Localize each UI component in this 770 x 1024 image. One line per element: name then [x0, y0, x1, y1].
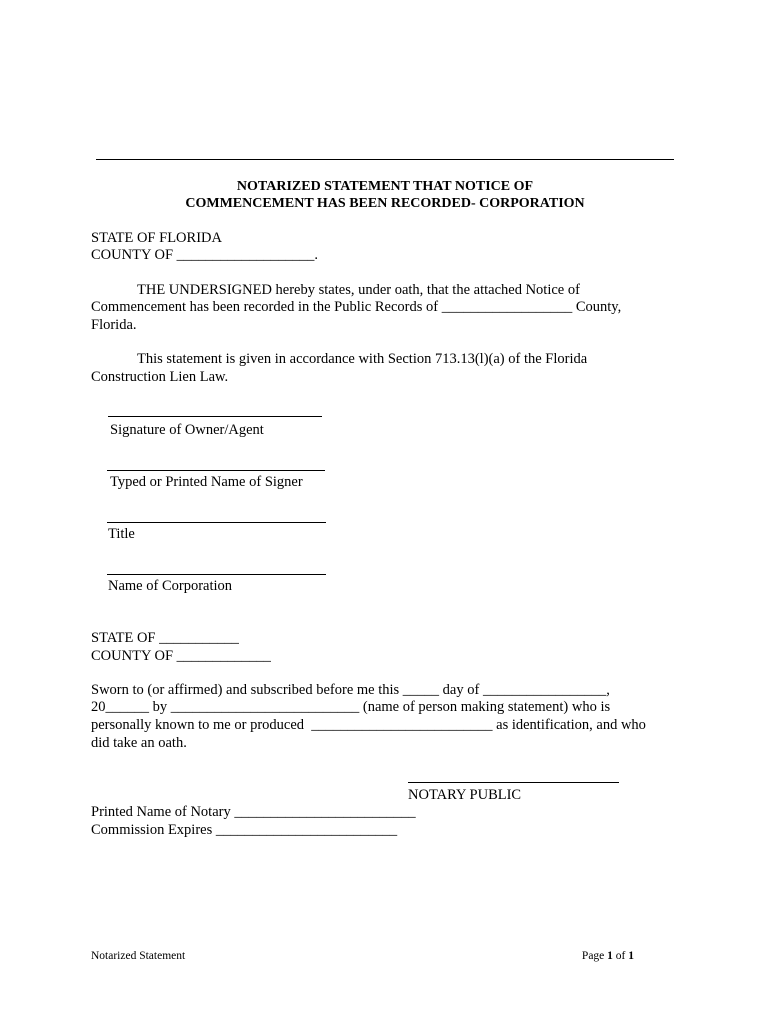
document-title-line-2: COMMENCEMENT HAS BEEN RECORDED- CORPORATION — [185, 196, 585, 211]
section-paragraph-line-2: Construction Lien Law. — [91, 369, 229, 385]
county-of-line: COUNTY OF _____________ — [91, 648, 271, 664]
sworn-line-4: did take an oath. — [91, 735, 187, 751]
printed-name-of-notary: Printed Name of Notary _________________________ — [91, 804, 416, 820]
statement-paragraph-line-2: Commencement has been recorded in the Public Records of __________________ County, — [91, 299, 622, 315]
footer-title: Notarized Statement — [91, 950, 186, 962]
sworn-line-3: personally known to me or produced _________________________ as identification, and who — [91, 717, 646, 733]
top-rule — [96, 159, 674, 160]
state-of-line: STATE OF ___________ — [91, 630, 239, 646]
page-prefix: Page — [581, 950, 608, 962]
title-label: Title — [108, 526, 135, 542]
state-line: STATE OF FLORIDA — [91, 230, 222, 246]
printed-name-line — [107, 470, 325, 471]
page-total: 1 — [628, 950, 634, 962]
page-of: of — [612, 950, 629, 962]
statement-paragraph-line-1: THE UNDERSIGNED hereby states, under oath, that the attached Notice of — [137, 282, 580, 298]
corporation-line — [107, 574, 326, 575]
commission-expires: Commission Expires _________________________ — [91, 822, 398, 838]
county-line: COUNTY OF ___________________. — [91, 247, 319, 263]
corporation-label: Name of Corporation — [108, 578, 233, 594]
sworn-line-2: 20______ by __________________________ (name of person making statement) who is — [91, 699, 611, 715]
notary-public-label: NOTARY PUBLIC — [408, 787, 522, 803]
section-paragraph-line-1: This statement is given in accordance with Section 713.13(l)(a) of the Florida — [137, 351, 588, 367]
document-title-line-1: NOTARIZED STATEMENT THAT NOTICE OF — [236, 179, 534, 194]
sworn-line-1: Sworn to (or affirmed) and subscribed before me this _____ day of _________________, — [91, 682, 610, 698]
title-line — [107, 522, 326, 523]
signature-label: Signature of Owner/Agent — [110, 422, 264, 438]
footer-page-number — [582, 949, 634, 963]
notary-signature-line — [408, 782, 619, 783]
printed-name-label: Typed or Printed Name of Signer — [110, 474, 303, 490]
signature-line — [108, 416, 322, 417]
page-current: 1 — [607, 950, 613, 962]
statement-paragraph-line-3: Florida. — [91, 317, 137, 333]
